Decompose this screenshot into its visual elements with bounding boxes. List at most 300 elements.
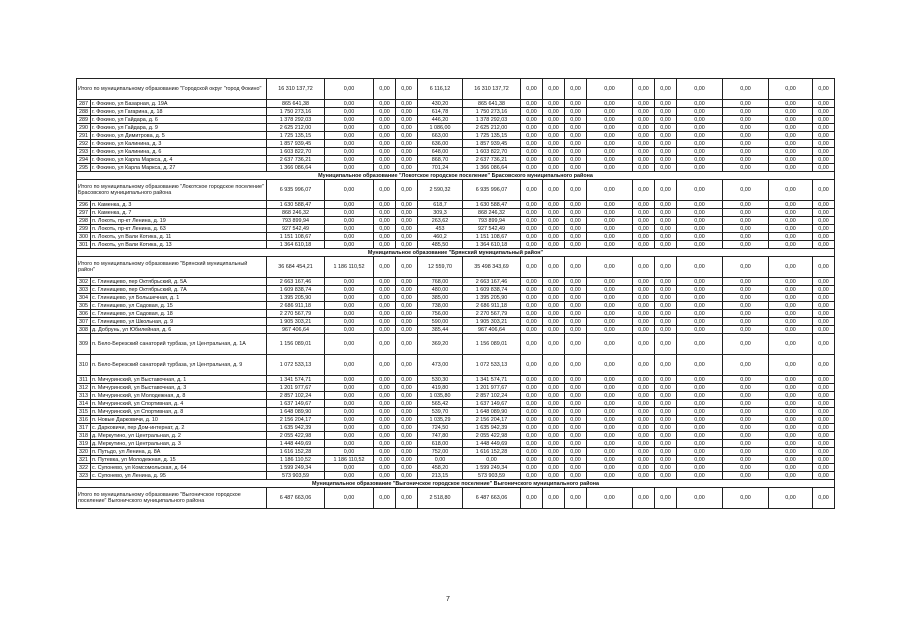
value-cell: 0,00 [813,225,835,233]
value-cell: 0,00 [655,180,677,201]
value-cell: 1 366 086,64 [463,164,521,172]
value-cell: 0,00 [769,201,813,209]
value-cell: 0,00 [677,124,723,132]
value-cell: 0,00 [655,355,677,376]
value-cell: 0,00 [325,286,374,294]
value-cell: 0,00 [723,164,769,172]
value-cell: 1 186 110,52 [325,456,374,464]
value-cell: 0,00 [769,225,813,233]
value-cell: 0,00 [396,408,418,416]
value-cell: 0,00 [813,233,835,241]
value-cell: 0,00 [325,432,374,440]
value-cell: 0,00 [543,201,565,209]
value-cell: 590,00 [418,318,463,326]
value-cell: 0,00 [677,456,723,464]
value-cell: 0,00 [677,432,723,440]
value-cell: 0,00 [565,241,587,249]
address-cell: с. Глинищево, ул Школьная, д. 9 [91,318,267,326]
value-cell: 0,00 [813,140,835,148]
value-cell: 2 625 212,00 [267,124,325,132]
value-cell: 0,00 [633,355,655,376]
row-number: 287 [77,100,91,108]
value-cell: 0,00 [521,408,543,416]
value-cell: 0,00 [655,448,677,456]
value-cell: 0,00 [521,456,543,464]
value-cell: 0,00 [587,140,633,148]
value-cell: 530,30 [418,376,463,384]
value-cell: 0,00 [325,241,374,249]
table-row [77,440,835,448]
value-cell: 2 156 204,17 [267,416,325,424]
value-cell: 0,00 [655,408,677,416]
value-cell: 0,00 [565,156,587,164]
value-cell: 0,00 [655,424,677,432]
row-number: 311 [77,376,91,384]
value-cell: 0,00 [813,180,835,201]
value-cell: 1 186 110,52 [267,456,325,464]
value-cell: 0,00 [587,164,633,172]
value-cell: 0,00 [325,355,374,376]
value-cell: 0,00 [677,310,723,318]
row-number: 318 [77,432,91,440]
value-cell: 0,00 [587,432,633,440]
total-label: Итого по муниципальному образованию "Выгоничское городское поселение" Выгоничского муниципального района [77,488,267,509]
table-row [77,376,835,384]
value-cell: 0,00 [633,156,655,164]
value-cell: 480,00 [418,286,463,294]
address-cell: с. Глинищево, ул Садовая, д. 15 [91,302,267,310]
value-cell: 0,00 [565,408,587,416]
value-cell: 0,00 [543,400,565,408]
value-cell: 1 630 588,47 [463,201,521,209]
value-cell: 2 156 204,17 [463,416,521,424]
value-cell: 0,00 [325,334,374,355]
value-cell: 0,00 [521,392,543,400]
value-cell: 0,00 [677,217,723,225]
value-cell: 0,00 [655,488,677,509]
value-cell: 747,80 [418,432,463,440]
value-cell: 0,00 [565,148,587,156]
value-cell: 0,00 [655,432,677,440]
value-cell: 0,00 [633,384,655,392]
value-cell: 0,00 [633,79,655,100]
value-cell: 0,00 [325,384,374,392]
value-cell: 213,15 [418,472,463,480]
value-cell: 0,00 [813,424,835,432]
value-cell: 0,00 [325,108,374,116]
value-cell: 0,00 [325,310,374,318]
value-cell: 0,00 [521,278,543,286]
value-cell: 0,00 [587,326,633,334]
value-cell: 573 903,59 [267,472,325,480]
value-cell: 0,00 [769,456,813,464]
value-cell: 0,00 [543,488,565,509]
value-cell: 0,00 [587,384,633,392]
value-cell: 460,2 [418,233,463,241]
value-cell: 0,00 [396,132,418,140]
value-cell: 0,00 [565,310,587,318]
value-cell: 1 395 205,90 [463,294,521,302]
value-cell: 0,00 [543,148,565,156]
value-cell: 0,00 [396,257,418,278]
table-row [77,225,835,233]
value-cell: 1 201 977,67 [267,384,325,392]
value-cell: 0,00 [325,294,374,302]
value-cell: 16 310 137,72 [267,79,325,100]
value-cell: 1 616 152,28 [463,448,521,456]
value-cell: 0,00 [633,116,655,124]
value-cell: 0,00 [565,384,587,392]
value-cell: 1 151 108,67 [267,233,325,241]
value-cell: 0,00 [521,286,543,294]
table-row [77,148,835,156]
value-cell: 0,00 [723,286,769,294]
value-cell: 0,00 [813,148,835,156]
value-cell: 0,00 [374,318,396,326]
value-cell: 0,00 [374,376,396,384]
value-cell: 0,00 [655,286,677,294]
value-cell: 0,00 [655,464,677,472]
address-cell: г. Фокино, ул Гагарина, д. 18 [91,108,267,116]
value-cell: 0,00 [374,488,396,509]
value-cell: 0,00 [521,140,543,148]
value-cell: 793 899,94 [267,217,325,225]
value-cell: 539,70 [418,408,463,416]
value-cell: 0,00 [587,79,633,100]
value-cell: 0,00 [565,302,587,310]
row-number: 319 [77,440,91,448]
value-cell: 0,00 [565,472,587,480]
value-cell: 0,00 [677,225,723,233]
value-cell: 1 905 303,21 [463,318,521,326]
address-cell: г. Фокино, ул Калинина, д. 3 [91,140,267,148]
value-cell: 0,00 [813,448,835,456]
table-row [77,400,835,408]
value-cell: 0,00 [396,116,418,124]
value-cell: 6 116,12 [418,79,463,100]
value-cell: 0,00 [587,424,633,432]
table-row [77,286,835,294]
value-cell: 0,00 [633,164,655,172]
value-cell: 0,00 [655,400,677,408]
value-cell: 0,00 [374,100,396,108]
value-cell: 0,00 [325,408,374,416]
value-cell: 0,00 [325,464,374,472]
address-cell: п. Каменка, д. 7 [91,209,267,217]
value-cell: 0,00 [633,180,655,201]
value-cell: 0,00 [723,326,769,334]
row-number: 291 [77,132,91,140]
value-cell: 0,00 [813,392,835,400]
value-cell: 0,00 [396,209,418,217]
value-cell: 0,00 [565,209,587,217]
value-cell: 0,00 [655,241,677,249]
table-row [77,233,835,241]
value-cell: 0,00 [813,488,835,509]
value-cell: 0,00 [633,400,655,408]
address-cell: п. Бело-Березский санаторий турбаза, ул Центральная, д. 9 [91,355,267,376]
value-cell: 1 648 089,90 [267,408,325,416]
value-cell: 0,00 [543,108,565,116]
value-cell: 0,00 [655,392,677,400]
value-cell: 0,00 [813,241,835,249]
value-cell: 0,00 [543,376,565,384]
value-cell: 0,00 [325,217,374,225]
value-cell: 0,00 [633,100,655,108]
value-cell: 0,00 [677,294,723,302]
value-cell: 0,00 [655,384,677,392]
address-cell: г. Фокино, ул Гайдара, д. 9 [91,124,267,132]
value-cell: 0,00 [769,233,813,241]
value-cell: 0,00 [769,294,813,302]
address-cell: п. Локоть, пр-кт Ленина, д. 19 [91,217,267,225]
value-cell: 0,00 [374,310,396,318]
value-cell: 0,00 [655,302,677,310]
table-row [77,140,835,148]
value-cell: 0,00 [769,392,813,400]
value-cell: 0,00 [633,225,655,233]
row-number: 304 [77,294,91,302]
address-cell: с. Супонево, ул Комсомольская, д. 64 [91,464,267,472]
table-row [77,456,835,464]
value-cell: 0,00 [587,286,633,294]
value-cell: 12 559,70 [418,257,463,278]
value-cell: 1 151 108,67 [463,233,521,241]
value-cell: 1 905 303,21 [267,318,325,326]
address-cell: п. Мичуринский, ул Спортивная, д. 4 [91,400,267,408]
value-cell: 0,00 [677,132,723,140]
value-cell: 0,00 [565,116,587,124]
total-row [77,180,835,201]
value-cell: 768,00 [418,278,463,286]
value-cell: 0,00 [723,225,769,233]
value-cell: 0,00 [565,294,587,302]
value-cell: 0,00 [655,310,677,318]
value-cell: 0,00 [655,225,677,233]
value-cell: 0,00 [655,108,677,116]
value-cell: 0,00 [325,209,374,217]
value-cell: 0,00 [521,400,543,408]
value-cell: 0,00 [769,180,813,201]
value-cell: 0,00 [813,318,835,326]
value-cell: 0,00 [677,424,723,432]
value-cell: 0,00 [521,257,543,278]
value-cell: 485,50 [418,241,463,249]
value-cell: 0,00 [543,79,565,100]
value-cell: 0,00 [396,278,418,286]
value-cell: 0,00 [587,257,633,278]
value-cell: 0,00 [587,233,633,241]
value-cell: 0,00 [396,488,418,509]
value-cell: 0,00 [587,278,633,286]
row-number: 296 [77,201,91,209]
value-cell: 0,00 [723,124,769,132]
row-number: 314 [77,400,91,408]
value-cell: 0,00 [396,201,418,209]
value-cell: 0,00 [633,318,655,326]
value-cell: 0,00 [677,79,723,100]
value-cell: 0,00 [543,217,565,225]
value-cell: 0,00 [655,440,677,448]
value-cell: 0,00 [374,384,396,392]
value-cell: 0,00 [723,132,769,140]
table-row [77,294,835,302]
value-cell: 0,00 [813,156,835,164]
value-cell: 0,00 [396,376,418,384]
row-number: 299 [77,225,91,233]
value-cell: 0,00 [677,392,723,400]
value-cell: 0,00 [813,432,835,440]
value-cell: 0,00 [813,310,835,318]
value-cell: 1 609 838,74 [267,286,325,294]
value-cell: 0,00 [521,355,543,376]
value-cell: 0,00 [396,392,418,400]
value-cell: 1 448 449,69 [267,440,325,448]
value-cell: 385,00 [418,294,463,302]
value-cell: 0,00 [565,376,587,384]
value-cell: 473,00 [418,355,463,376]
row-number: 295 [77,164,91,172]
value-cell: 0,00 [723,392,769,400]
section-heading-row [77,172,835,180]
value-cell: 0,00 [655,140,677,148]
value-cell: 0,00 [565,108,587,116]
value-cell: 0,00 [813,79,835,100]
row-number: 322 [77,464,91,472]
value-cell: 0,00 [587,201,633,209]
value-cell: 0,00 [677,472,723,480]
value-cell: 0,00 [587,456,633,464]
value-cell: 0,00 [633,456,655,464]
value-cell: 0,00 [543,424,565,432]
value-cell: 0,00 [769,318,813,326]
table-row [77,326,835,334]
total-row [77,257,835,278]
table-row [77,408,835,416]
table-row [77,384,835,392]
value-cell: 0,00 [325,392,374,400]
value-cell: 0,00 [325,100,374,108]
value-cell: 1 341 574,71 [267,376,325,384]
address-cell: г. Фокино, ул Димитрова, д. 5 [91,132,267,140]
value-cell: 0,00 [374,286,396,294]
value-cell: 0,00 [374,392,396,400]
value-cell: 0,00 [813,355,835,376]
value-cell: 0,00 [587,225,633,233]
value-cell: 0,00 [374,416,396,424]
value-cell: 0,00 [374,156,396,164]
value-cell: 0,00 [521,464,543,472]
value-cell: 0,00 [396,384,418,392]
value-cell: 0,00 [325,376,374,384]
value-cell: 0,00 [723,108,769,116]
value-cell: 0,00 [543,294,565,302]
value-cell: 0,00 [769,108,813,116]
address-cell: с. Глинищево, пер Октябрьский, д. 5А [91,278,267,286]
value-cell: 0,00 [677,408,723,416]
value-cell: 0,00 [677,201,723,209]
value-cell: 0,00 [769,148,813,156]
table-row [77,278,835,286]
value-cell: 927 542,49 [267,225,325,233]
value-cell: 0,00 [723,302,769,310]
value-cell: 0,00 [769,310,813,318]
value-cell: 0,00 [521,209,543,217]
value-cell: 0,00 [769,79,813,100]
value-cell: 0,00 [723,79,769,100]
value-cell: 0,00 [677,302,723,310]
address-cell: п. Мичуринский, ул Спортивная, д. 8 [91,408,267,416]
value-cell: 0,00 [813,209,835,217]
value-cell: 0,00 [521,318,543,326]
value-cell: 0,00 [565,79,587,100]
value-cell: 0,00 [723,334,769,355]
value-cell: 752,00 [418,448,463,456]
value-cell: 0,00 [565,456,587,464]
table-row [77,416,835,424]
value-cell: 0,00 [325,116,374,124]
value-cell: 0,00 [677,209,723,217]
value-cell: 0,00 [587,448,633,456]
row-number: 301 [77,241,91,249]
value-cell: 2 270 567,79 [267,310,325,318]
value-cell: 0,00 [543,432,565,440]
value-cell: 0,00 [396,310,418,318]
value-cell: 0,00 [543,209,565,217]
value-cell: 0,00 [769,472,813,480]
value-cell: 0,00 [374,440,396,448]
value-cell: 0,00 [723,294,769,302]
row-number: 315 [77,408,91,416]
value-cell: 0,00 [813,201,835,209]
value-cell: 0,00 [769,217,813,225]
table-row [77,448,835,456]
value-cell: 0,00 [769,334,813,355]
address-cell: с. Глинищево, ул Большечная, д. 1 [91,294,267,302]
value-cell: 0,00 [396,416,418,424]
value-cell: 0,00 [521,294,543,302]
value-cell: 0,00 [374,448,396,456]
value-cell: 0,00 [677,400,723,408]
value-cell: 0,00 [677,180,723,201]
value-cell: 1 341 574,71 [463,376,521,384]
value-cell: 0,00 [396,286,418,294]
value-cell: 0,00 [374,355,396,376]
value-cell: 0,00 [769,464,813,472]
value-cell: 1 035,29 [418,416,463,424]
value-cell: 2 663 167,46 [463,278,521,286]
value-cell: 0,00 [677,148,723,156]
value-cell: 458,20 [418,464,463,472]
value-cell: 0,00 [396,448,418,456]
value-cell: 0,00 [813,164,835,172]
value-cell: 967 406,64 [267,326,325,334]
total-label: Итого по муниципальному образованию "Городской округ "город Фокино" [77,79,267,100]
value-cell: 0,00 [723,408,769,416]
value-cell: 2 857 102,24 [267,392,325,400]
value-cell: 0,00 [325,400,374,408]
table-row [77,217,835,225]
value-cell: 0,00 [587,124,633,132]
total-label: Итого по муниципальному образованию "Локотское городское поселение" Брасовского муниципального района [77,180,267,201]
value-cell: 0,00 [723,384,769,392]
value-cell: 0,00 [587,416,633,424]
table-row [77,116,835,124]
value-cell: 453 [418,225,463,233]
value-cell: 0,00 [655,148,677,156]
value-cell: 0,00 [587,408,633,416]
value-cell: 0,00 [813,408,835,416]
